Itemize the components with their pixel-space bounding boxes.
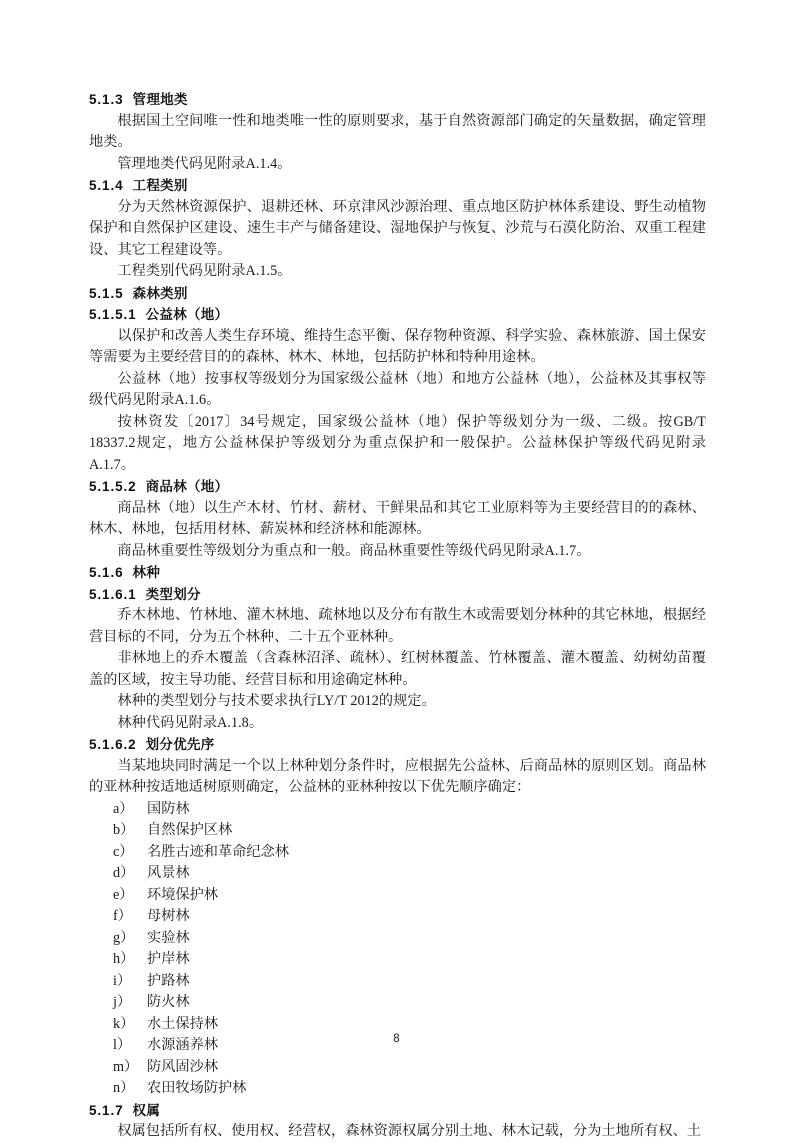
list-item [89, 863, 706, 885]
list-item-marker: c） [113, 843, 134, 860]
list-item [89, 928, 706, 950]
list-item-label: 农田牧场防护林 [147, 1080, 247, 1096]
section-title: 森林类别 [132, 285, 188, 301]
section-heading [89, 283, 706, 305]
list-item [89, 842, 706, 864]
list-item [89, 820, 706, 842]
list-item [89, 1014, 706, 1036]
section-title: 商品林（地） [145, 479, 229, 494]
list-item-label: 水源涵养林 [147, 1037, 218, 1053]
section-heading [89, 584, 706, 606]
body-paragraph: 公益林（地）按事权等级划分为国家级公益林（地）和地方公益林（地），公益林及其事权等级代码见附录A.1.6。 [89, 370, 706, 408]
body-paragraph: 林种的类型划分与技术要求执行LY/T 2012的规定。 [117, 693, 436, 709]
section-heading [89, 89, 706, 111]
list-item-marker: e） [113, 886, 134, 903]
list-item-marker: j） [113, 994, 132, 1010]
list-item-label: 国防林 [147, 800, 190, 817]
section-number: 5.1.3 [89, 92, 124, 107]
section-title: 管理地类 [132, 92, 188, 107]
section-number: 5.1.4 [89, 178, 124, 193]
body-paragraph: 分为天然林资源保护、退耕还林、环京津风沙源治理、重点地区防护林体系建设、野生动植物保护和自然保护区建设、速生丰产与储备建设、湿地保护与恢复、沙荒与石漠化防治、双重工程建设、其它工程建设等。 [89, 198, 706, 258]
list-item-marker: g） [113, 929, 135, 946]
list-item [89, 949, 706, 971]
list-item-label: 环境保护林 [147, 886, 218, 903]
section-number: 5.1.5 [89, 285, 124, 301]
section-title: 工程类别 [132, 178, 188, 193]
list-item [89, 1057, 706, 1079]
list-item-label: 护岸林 [147, 951, 190, 967]
list-item-label: 风景林 [147, 865, 190, 881]
body-paragraph: 工程类别代码见附录A.1.5。 [117, 263, 292, 279]
page-number: 8 [393, 1033, 400, 1045]
list-item [89, 799, 706, 821]
body-paragraph: 当某地块同时满足一个以上林种划分条件时，应根据先公益林、后商品林的原则区划。商品林的亚林种按适地适树原则确定，公益林的亚林种按以下优先顺序确定： [89, 757, 706, 795]
list-item-marker: l） [113, 1037, 132, 1053]
list-item-label: 防风固沙林 [147, 1058, 218, 1075]
section-number: 5.1.5.1 [89, 307, 137, 322]
list-item-label: 自然保护区林 [147, 822, 233, 838]
body-paragraph: 林种代码见附录A.1.8。 [117, 714, 264, 731]
section-heading [89, 734, 706, 756]
section-heading [89, 562, 706, 584]
list-item-label: 防火林 [147, 994, 190, 1010]
list-item-marker: i） [113, 972, 132, 989]
list-item [89, 992, 706, 1014]
body-paragraph: 根据国土空间唯一性和地类唯一性的原则要求，基于自然资源部门确定的矢量数据，确定管理地类。 [89, 112, 706, 150]
list-item-label: 实验林 [147, 929, 190, 946]
list-item [89, 1078, 706, 1100]
section-heading [89, 304, 706, 326]
list-item-marker: n） [113, 1080, 135, 1096]
section-title: 权属 [132, 1102, 161, 1118]
section-heading [89, 175, 706, 197]
body-paragraph: 商品林重要性等级划分为重点和一般。商品林重要性等级代码见附录A.1.7。 [117, 542, 591, 559]
section-title: 林种 [132, 565, 161, 580]
list-item-label: 母树林 [147, 908, 190, 924]
list-item-marker: k） [113, 1015, 135, 1032]
ordered-subforest-list [89, 799, 706, 1100]
list-item-marker: m） [113, 1058, 139, 1075]
body-paragraph: 商品林（地）以生产木材、竹材、薪材、干鲜果品和其它工业原料等为主要经营目的的森林、林木、林地，包括用材林、薪炭林和经济林和能源林。 [89, 499, 706, 537]
section-title: 公益林（地） [145, 307, 229, 322]
section-number: 5.1.6.1 [89, 586, 137, 602]
list-item [89, 906, 706, 928]
body-paragraph: 乔木林地、竹林地、灌木林地、疏林地以及分布有散生木或需要划分林种的其它林地，根据经营目标的不同，分为五个林种、二十五个亚林种。 [89, 607, 706, 645]
list-item-marker: h） [113, 951, 135, 967]
list-item-marker: d） [113, 865, 135, 881]
list-item-marker: f） [113, 908, 132, 924]
section-title: 类型划分 [145, 586, 201, 602]
section-title: 划分优先序 [145, 737, 215, 752]
body-paragraph: 管理地类代码见附录A.1.4。 [117, 155, 292, 172]
section-heading [89, 1100, 706, 1122]
section-number: 5.1.7 [89, 1102, 124, 1118]
body-paragraph: 按林资发〔2017〕34号规定，国家级公益林（地）保护等级划分为一级、二级。按GB/T 18337.2规定，地方公益林保护等级划分为重点保护和一般保护。公益林保护等级代码见附录A.1.7。 [89, 413, 706, 473]
page-content [89, 89, 706, 1143]
section-number: 5.1.5.2 [89, 479, 137, 494]
list-item-label: 护路林 [147, 972, 190, 989]
body-paragraph: 以保护和改善人类生存环境、维持生态平衡、保存物种资源、科学实验、森林旅游、国土保安等需要为主要经营目的的森林、林木、林地，包括防护林和特种用途林。 [89, 327, 706, 365]
list-item-marker: a） [113, 800, 134, 817]
body-paragraph: 权属包括所有权、使用权、经营权，森林资源权属分别土地、林木记载，分为土地所有权、土 [117, 1123, 702, 1139]
section-heading [89, 476, 706, 498]
section-number: 5.1.6.2 [89, 737, 137, 752]
list-item [89, 971, 706, 993]
list-item-label: 水土保持林 [147, 1015, 218, 1032]
list-item [89, 885, 706, 907]
body-paragraph: 非林地上的乔木覆盖（含森林沼泽、疏林）、红树林覆盖、竹林覆盖、灌木覆盖、幼树幼苗覆盖的区域，按主导功能、经营目标和用途确定林种。 [89, 650, 706, 688]
section-number: 5.1.6 [89, 565, 124, 580]
list-item-label: 名胜古迹和革命纪念林 [147, 843, 289, 860]
list-item-marker: b） [113, 822, 135, 838]
